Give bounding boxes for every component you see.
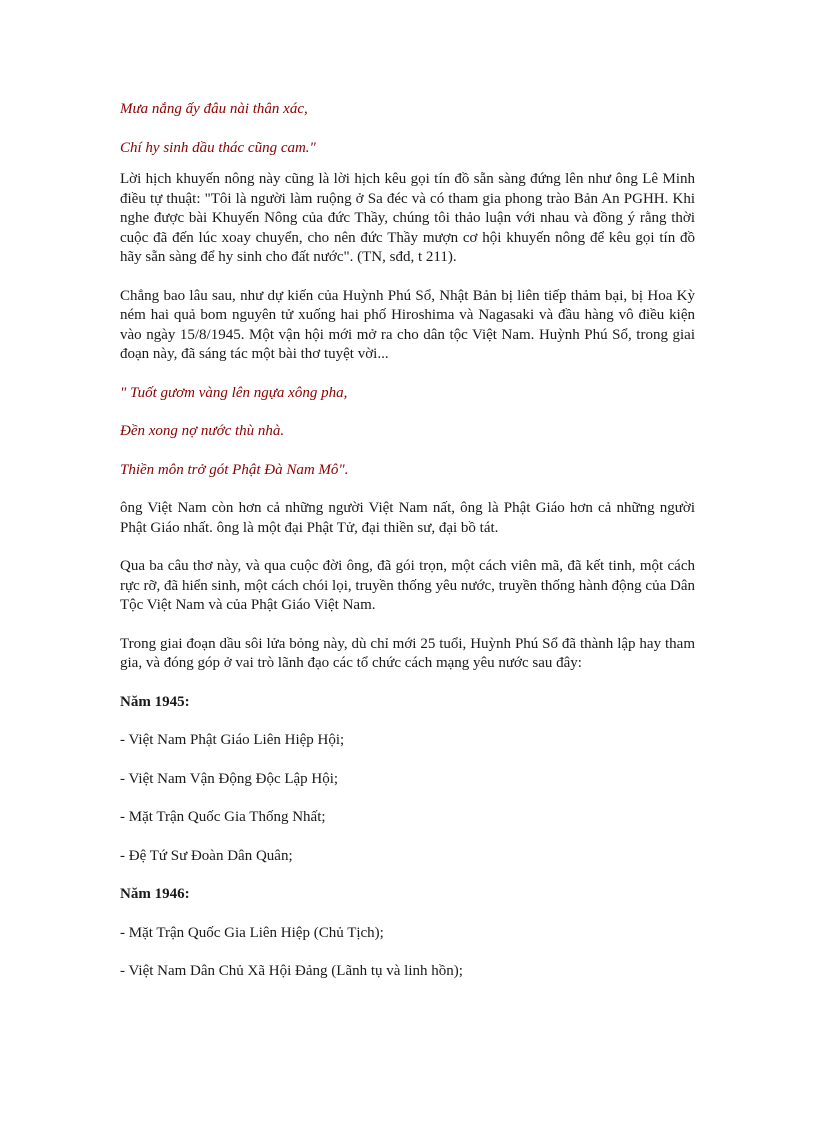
poem-line: Thiền môn trở gót Phật Đà Nam Mô". bbox=[120, 461, 349, 478]
poem-line: Đền xong nợ nước thù nhà. bbox=[120, 423, 285, 439]
list-item: - Việt Nam Phật Giáo Liên Hiệp Hội; bbox=[120, 732, 345, 748]
year-heading: Năm 1946: bbox=[120, 886, 190, 902]
list-item: - Mặt Trận Quốc Gia Thống Nhất; bbox=[120, 809, 326, 825]
paragraph: Lời hịch khuyến nông này cũng là lời hịch kêu gọi tín đồ sẵn sàng đứng lên như ông Lê Minh điều tự thuật: "Tôi là người làm ruộng ở Sa đéc và có tham gia phong trào Bản An PGHH. Khi nghe được bài Khuyến Nông của đức Thầy, chúng tôi thảo luận với nhau và đồng ý rằng thời cuộc đã đến lúc xoay chuyển, cho nên đức Thầy mượn cơ hội khuyến nông để kêu gọi tín đồ hãy sẵn sàng để hy sinh cho đất nước". (TN, sđd, t 211). bbox=[120, 171, 695, 265]
list-item: - Mặt Trận Quốc Gia Liên Hiệp (Chủ Tịch); bbox=[120, 924, 384, 941]
list-item: - Việt Nam Dân Chủ Xã Hội Đảng (Lãnh tụ và linh hồn); bbox=[120, 963, 463, 979]
poem-line: Mưa nắng ấy đâu nài thân xác, bbox=[120, 101, 308, 117]
list-item: - Việt Nam Vận Động Độc Lập Hội; bbox=[120, 770, 339, 787]
list-item: - Đệ Tứ Sư Đoàn Dân Quân; bbox=[120, 847, 293, 864]
paragraph: Chẳng bao lâu sau, như dự kiến của Huỳnh Phú Sổ, Nhật Bản bị liên tiếp thảm bại, bị Hoa Kỳ ném hai quả bom nguyên tử xuống hai phố Hiroshima và Nagasaki và đầu hàng vô điều kiện vào ngày 15/8/1945. Một vận hội mới mở ra cho dân tộc Việt Nam. Huỳnh Phú Sổ, trong giai đoạn này, đã sáng tác một bài thơ tuyệt vời... bbox=[120, 287, 695, 362]
poem-line: Chí hy sinh dầu thác cũng cam." bbox=[120, 139, 316, 156]
document-page bbox=[120, 100, 695, 1001]
paragraph: ông Việt Nam còn hơn cả những người Việt Nam nất, ông là Phật Giáo hơn cả những người Phật Giáo nhất. ông là một đại Phật Tử, đại thiền sư, đại bồ tát. bbox=[120, 500, 695, 536]
paragraph: Qua ba câu thơ này, và qua cuộc đời ông, đã gói trọn, một cách viên mã, đã kết tinh, một cách rực rỡ, đã hiển sinh, một cách chói lọi, truyền thống yêu nước, truyền thống hành động của Dân Tộc Việt Nam và của Phật Giáo Việt Nam. bbox=[120, 558, 695, 613]
paragraph: Trong giai đoạn dầu sôi lửa bỏng này, dù chỉ mới 25 tuổi, Huỳnh Phú Sổ đã thành lập hay tham gia, và đóng góp ở vai trò lãnh đạo các tổ chức cách mạng yêu nước sau đây: bbox=[120, 635, 695, 671]
year-heading: Năm 1945: bbox=[120, 693, 190, 710]
poem-line: " Tuốt gươm vàng lên ngựa xông pha, bbox=[120, 384, 348, 401]
